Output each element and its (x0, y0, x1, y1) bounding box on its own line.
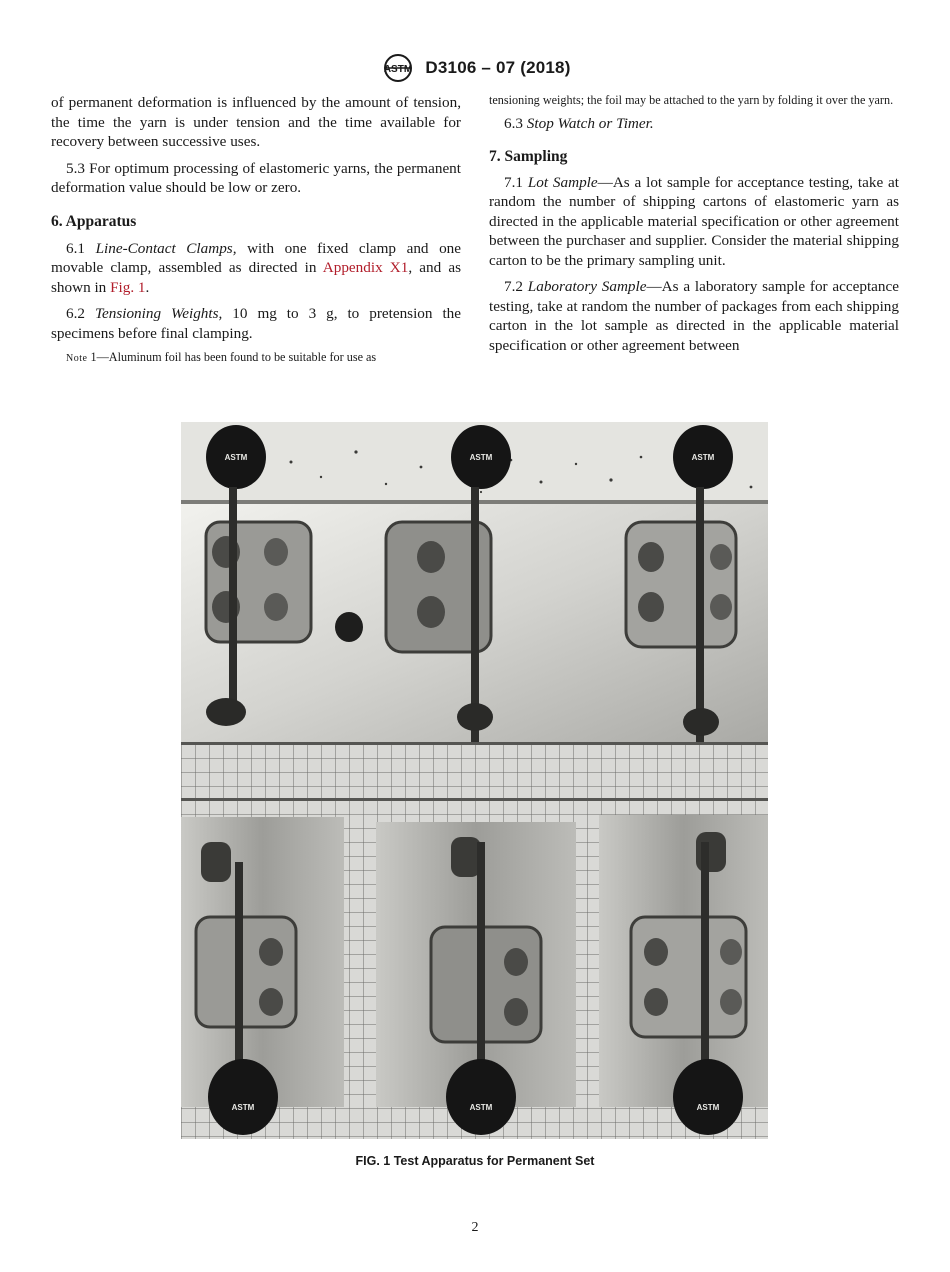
svg-text:ASTM: ASTM (469, 453, 493, 462)
paragraph-6-3: 6.3 Stop Watch or Timer. (504, 115, 654, 132)
astm-logo-icon (379, 53, 417, 83)
paragraph-7-2: 7.2 Laboratory Sample—As a laboratory sample for acceptance testing, take at random the number of packages from each shipping carton in the lot sample as directed in the applicable material specification or other agreement between (489, 278, 899, 354)
note-1: Note 1—Aluminum foil has been found to be suitable for use as (66, 350, 377, 364)
appendix-x1-link[interactable]: Appendix X1 (322, 259, 409, 276)
fig-1-link[interactable]: Fig. 1 (110, 278, 146, 296)
left-column (51, 93, 461, 366)
page-number: 2 (471, 1220, 479, 1235)
document-designation: D3106 – 07 (2018) (425, 58, 571, 77)
paragraph-5-3: 5.3 For optimum processing of elastomeric yarns, the permanent deformation value should be low or zero. (51, 159, 461, 196)
right-column (489, 93, 899, 355)
test-apparatus-photo (181, 422, 768, 1139)
note-1-continued: tensioning weights; the foil may be attached to the yarn by folding it over the yarn. (489, 93, 894, 107)
svg-text:ASTM: ASTM (224, 453, 248, 462)
svg-text:ASTM: ASTM (231, 1103, 255, 1112)
svg-text:ASTM: ASTM (469, 1103, 493, 1112)
paragraph-7-1: 7.1 Lot Sample—As a lot sample for acceptance testing, take at random the number of shipping cartons of elastomeric yarn as directed in the applicable material specification or other agreement between the purchaser and supplier. Consider the material shipping carton to be the primary sampling unit. (489, 173, 900, 269)
page-header (0, 50, 950, 86)
figure-caption: FIG. 1 Test Apparatus for Permanent Set (355, 1154, 595, 1168)
section-heading-apparatus: 6. Apparatus (51, 212, 137, 230)
paragraph-continued: of permanent deformation is influenced by the amount of tension, the time the yarn is under tension and the time available for recovery between successive uses. (51, 94, 461, 150)
paragraph-6-2: 6.2 Tensioning Weights, 10 mg to 3 g, to pretension the specimens before final clamping. (51, 305, 461, 342)
svg-text:ASTM: ASTM (384, 64, 413, 75)
paragraph-6-1: 6.1 Line-Contact Clamps, with one fixed clamp and one movable clamp, assembled as directed in Appendix X1, and as shown in Fig. 1. (51, 239, 461, 296)
svg-text:ASTM: ASTM (691, 453, 715, 462)
section-heading-sampling: 7. Sampling (489, 147, 568, 165)
svg-text:ASTM: ASTM (696, 1103, 720, 1112)
